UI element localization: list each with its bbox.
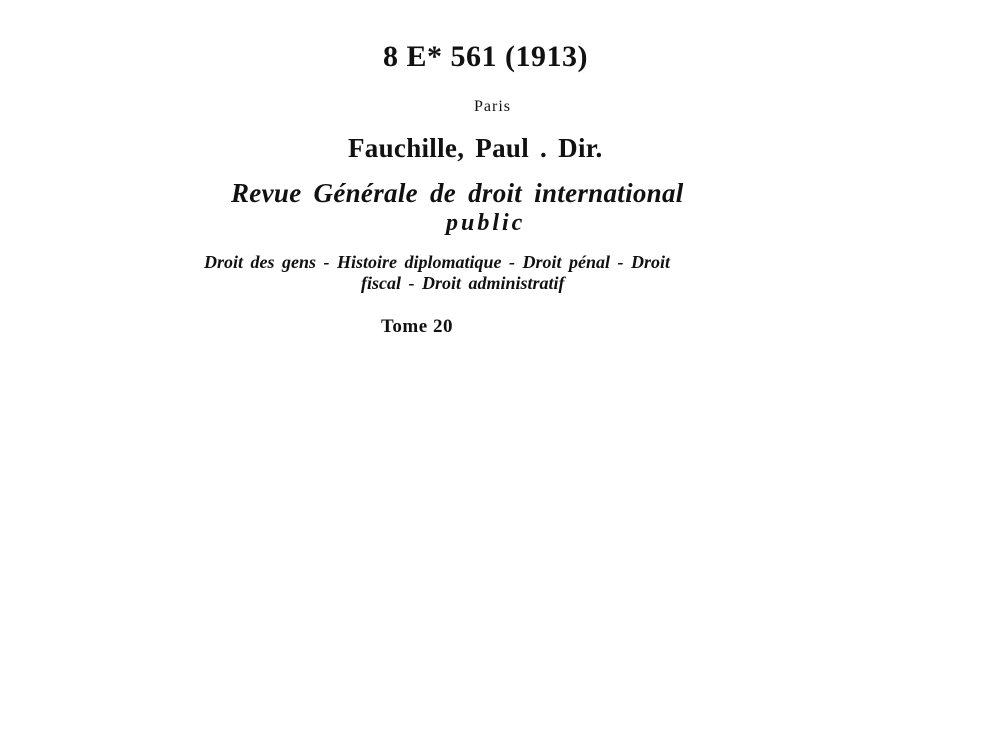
- title-line-1: Revue Générale de droit international: [231, 178, 684, 208]
- volume: Tome 20: [381, 316, 453, 337]
- subtitle-line-2: fiscal - Droit administratif: [361, 273, 565, 293]
- publication-place: Paris: [474, 98, 511, 115]
- subtitle-line-1: Droit des gens - Histoire diplomatique - Droit pénal - Droit: [204, 252, 671, 272]
- shelfmark: 8 E* 561 (1913): [383, 40, 588, 73]
- title-line-2: public: [446, 210, 526, 236]
- author: Fauchille, Paul . Dir.: [348, 133, 603, 163]
